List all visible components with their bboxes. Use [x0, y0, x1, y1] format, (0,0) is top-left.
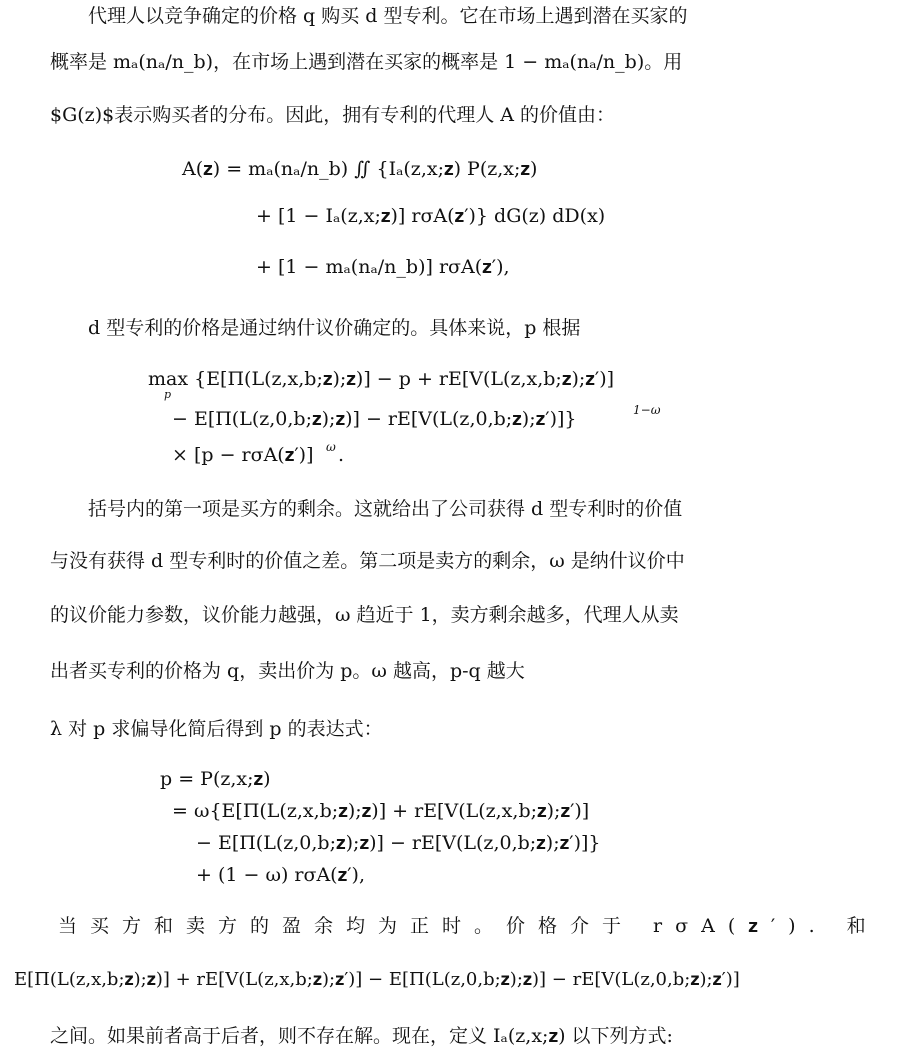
p5-line-2: E[Π(L(z,x,b;𝐳);𝐳)] + rE[V(L(z,x,b;𝐳);𝐳′)] − E[Π(L(z,0,b;𝐳);𝐳)] − rE[V(L(z,0,b;𝐳);𝐳′)]	[14, 969, 740, 990]
eq2-exponent-2: ω	[326, 440, 336, 454]
eq3-row-4: + (1 − ω) rσA(𝐳′),	[196, 864, 365, 886]
p4-line-1: λ 对 p 求偏导化简后得到 p 的表达式：	[50, 718, 383, 740]
p3-line-1: 括号内的第一项是买方的剩余。这就给出了公司获得 d 型专利时的价值	[88, 498, 683, 520]
eq3-row-1: p = P(z,x;𝐳)	[160, 768, 271, 790]
eq2-exponent-1: 1−ω	[633, 403, 661, 417]
p3-line-2: 与没有获得 d 型专利时的价值之差。第二项是卖方的剩余，ω 是纳什议价中	[50, 550, 685, 572]
p3-line-3: 的议价能力参数，议价能力越强，ω 趋近于 1，卖方剩余越多，代理人从卖	[50, 604, 679, 626]
eq2-row-3-end: .	[338, 444, 345, 466]
p2-line-1: d 型专利的价格是通过纳什议价确定的。具体来说，p 根据	[88, 317, 581, 339]
eq2-row-2: − E[Π(L(z,0,b;𝐳);𝐳)] − rE[V(L(z,0,b;𝐳);𝐳′)]}	[172, 408, 577, 430]
p1-line-1: 代理人以竞争确定的价格 q 购买 d 型专利。它在市场上遇到潜在买家的	[88, 5, 688, 27]
eq2-max-subscript: p	[164, 388, 172, 401]
p1-line-2: 概率是 mₐ(nₐ/n_b)，在市场上遇到潜在买家的概率是 1 − mₐ(nₐ/n_b)。用	[50, 51, 683, 73]
eq1-row-1: A(𝐳) = mₐ(nₐ/n_b) ∬ {Iₐ(z,x;𝐳) P(z,x;𝐳)	[182, 158, 538, 180]
eq3-row-3: − E[Π(L(z,0,b;𝐳);𝐳)] − rE[V(L(z,0,b;𝐳);𝐳′)]}	[196, 832, 601, 854]
p3-line-4: 出者买专利的价格为 q，卖出价为 p。ω 越高，p-q 越大	[50, 660, 525, 682]
p1-line-3: $G(z)$表示购买者的分布。因此，拥有专利的代理人 A 的价值由：	[50, 104, 615, 126]
p5-line-3: 之间。如果前者高于后者，则不存在解。现在，定义 Iₐ(z,x;𝐳) 以下列方式:	[50, 1025, 673, 1047]
p5-line-1: 当买方和卖方的盈余均为正时。价格介于 rσA(𝐳′). 和	[58, 915, 879, 937]
eq1-row-2: + [1 − Iₐ(z,x;𝐳)] rσA(𝐳′)} dG(z) dD(x)	[256, 205, 606, 227]
eq2-row-1: max {E[Π(L(z,x,b;𝐳);𝐳)] − p + rE[V(L(z,x,b;𝐳);𝐳′)]	[148, 368, 615, 390]
eq1-row-3: + [1 − mₐ(nₐ/n_b)] rσA(𝐳′),	[256, 256, 510, 278]
eq3-row-2: = ω{E[Π(L(z,x,b;𝐳);𝐳)] + rE[V(L(z,x,b;𝐳);𝐳′)]	[172, 800, 590, 822]
eq2-row-3: × [p − rσA(𝐳′)]	[172, 444, 314, 466]
